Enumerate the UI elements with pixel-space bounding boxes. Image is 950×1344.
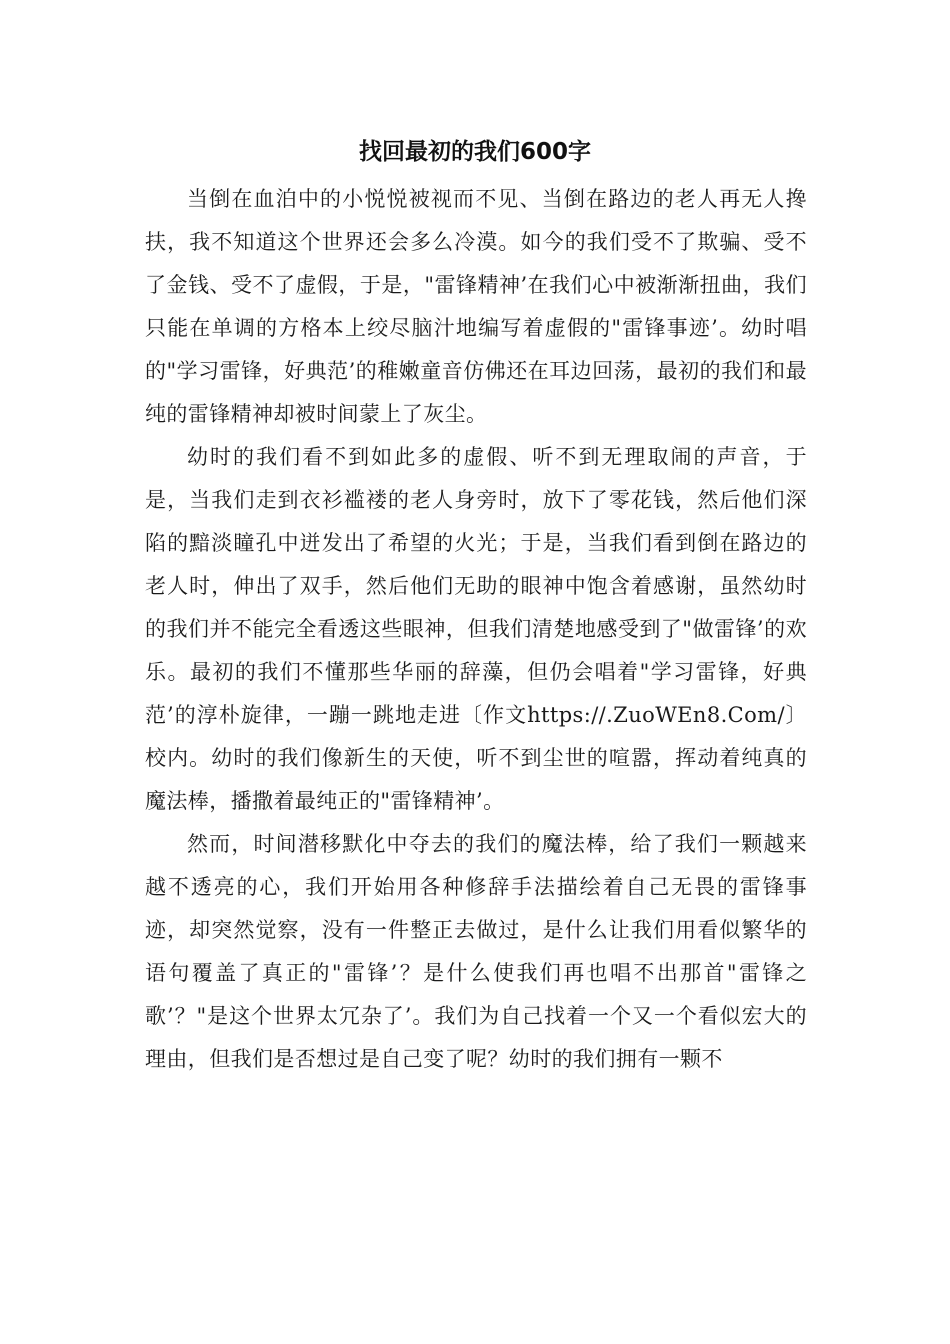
paragraph-1: 当倒在血泊中的小悦悦被视而不见、当倒在路边的老人再无人搀扶，我不知道这个世界还会多么冷漠。如今的我们受不了欺骗、受不了金钱、受不了虚假，于是，"雷锋精神’在我们心中被渐渐扭曲，我们只能在单调的方格本上绞尽脑汁地编写着虚假的"雷锋事迹’。幼时唱的"学习雷锋，好典范’的稚嫩童音仿佛还在耳边回荡，最初的我们和最纯的雷锋精神却被时间蒙上了灰尘。 [145, 187, 807, 426]
paragraph-2: 幼时的我们看不到如此多的虚假、听不到无理取闹的声音，于是，当我们走到衣衫褴褛的老人身旁时，放下了零花钱，然后他们深陷的黯淡瞳孔中迸发出了希望的火光；于是，当我们看到倒在路边的老人时，伸出了双手，然后他们无助的眼神中饱含着感谢，虽然幼时的我们并不能完全看透这些眼神，但我们清楚地感受到了"做雷锋’的欢乐。最初的我们不懂那些华丽的辞藻，但仍会唱着"学习雷锋，好典范’的淳朴旋律，一蹦一跳地走进〔作文https://.ZuoWEn8.Com/〕校内。幼时的我们像新生的天使，听不到尘世的喧嚣，挥动着纯真的魔法棒，播撒着最纯正的"雷锋精神’。 [145, 445, 807, 813]
paragraph-3: 然而，时间潜移默化中夺去的我们的魔法棒，给了我们一颗越来越不透亮的心，我们开始用各种修辞手法描绘着自己无畏的雷锋事迹，却突然觉察，没有一件整正去做过，是什么让我们用看似繁华的语句覆盖了真正的"雷锋’？是什么使我们再也唱不出那首"雷锋之歌’？"是这个世界太冗杂了’。我们为自己找着一个又一个看似宏大的理由，但我们是否想过是自己变了呢？幼时的我们拥有一颗不 [145, 832, 807, 1071]
document-body [145, 178, 807, 1081]
document-title: 找回最初的我们600字 [358, 139, 591, 165]
